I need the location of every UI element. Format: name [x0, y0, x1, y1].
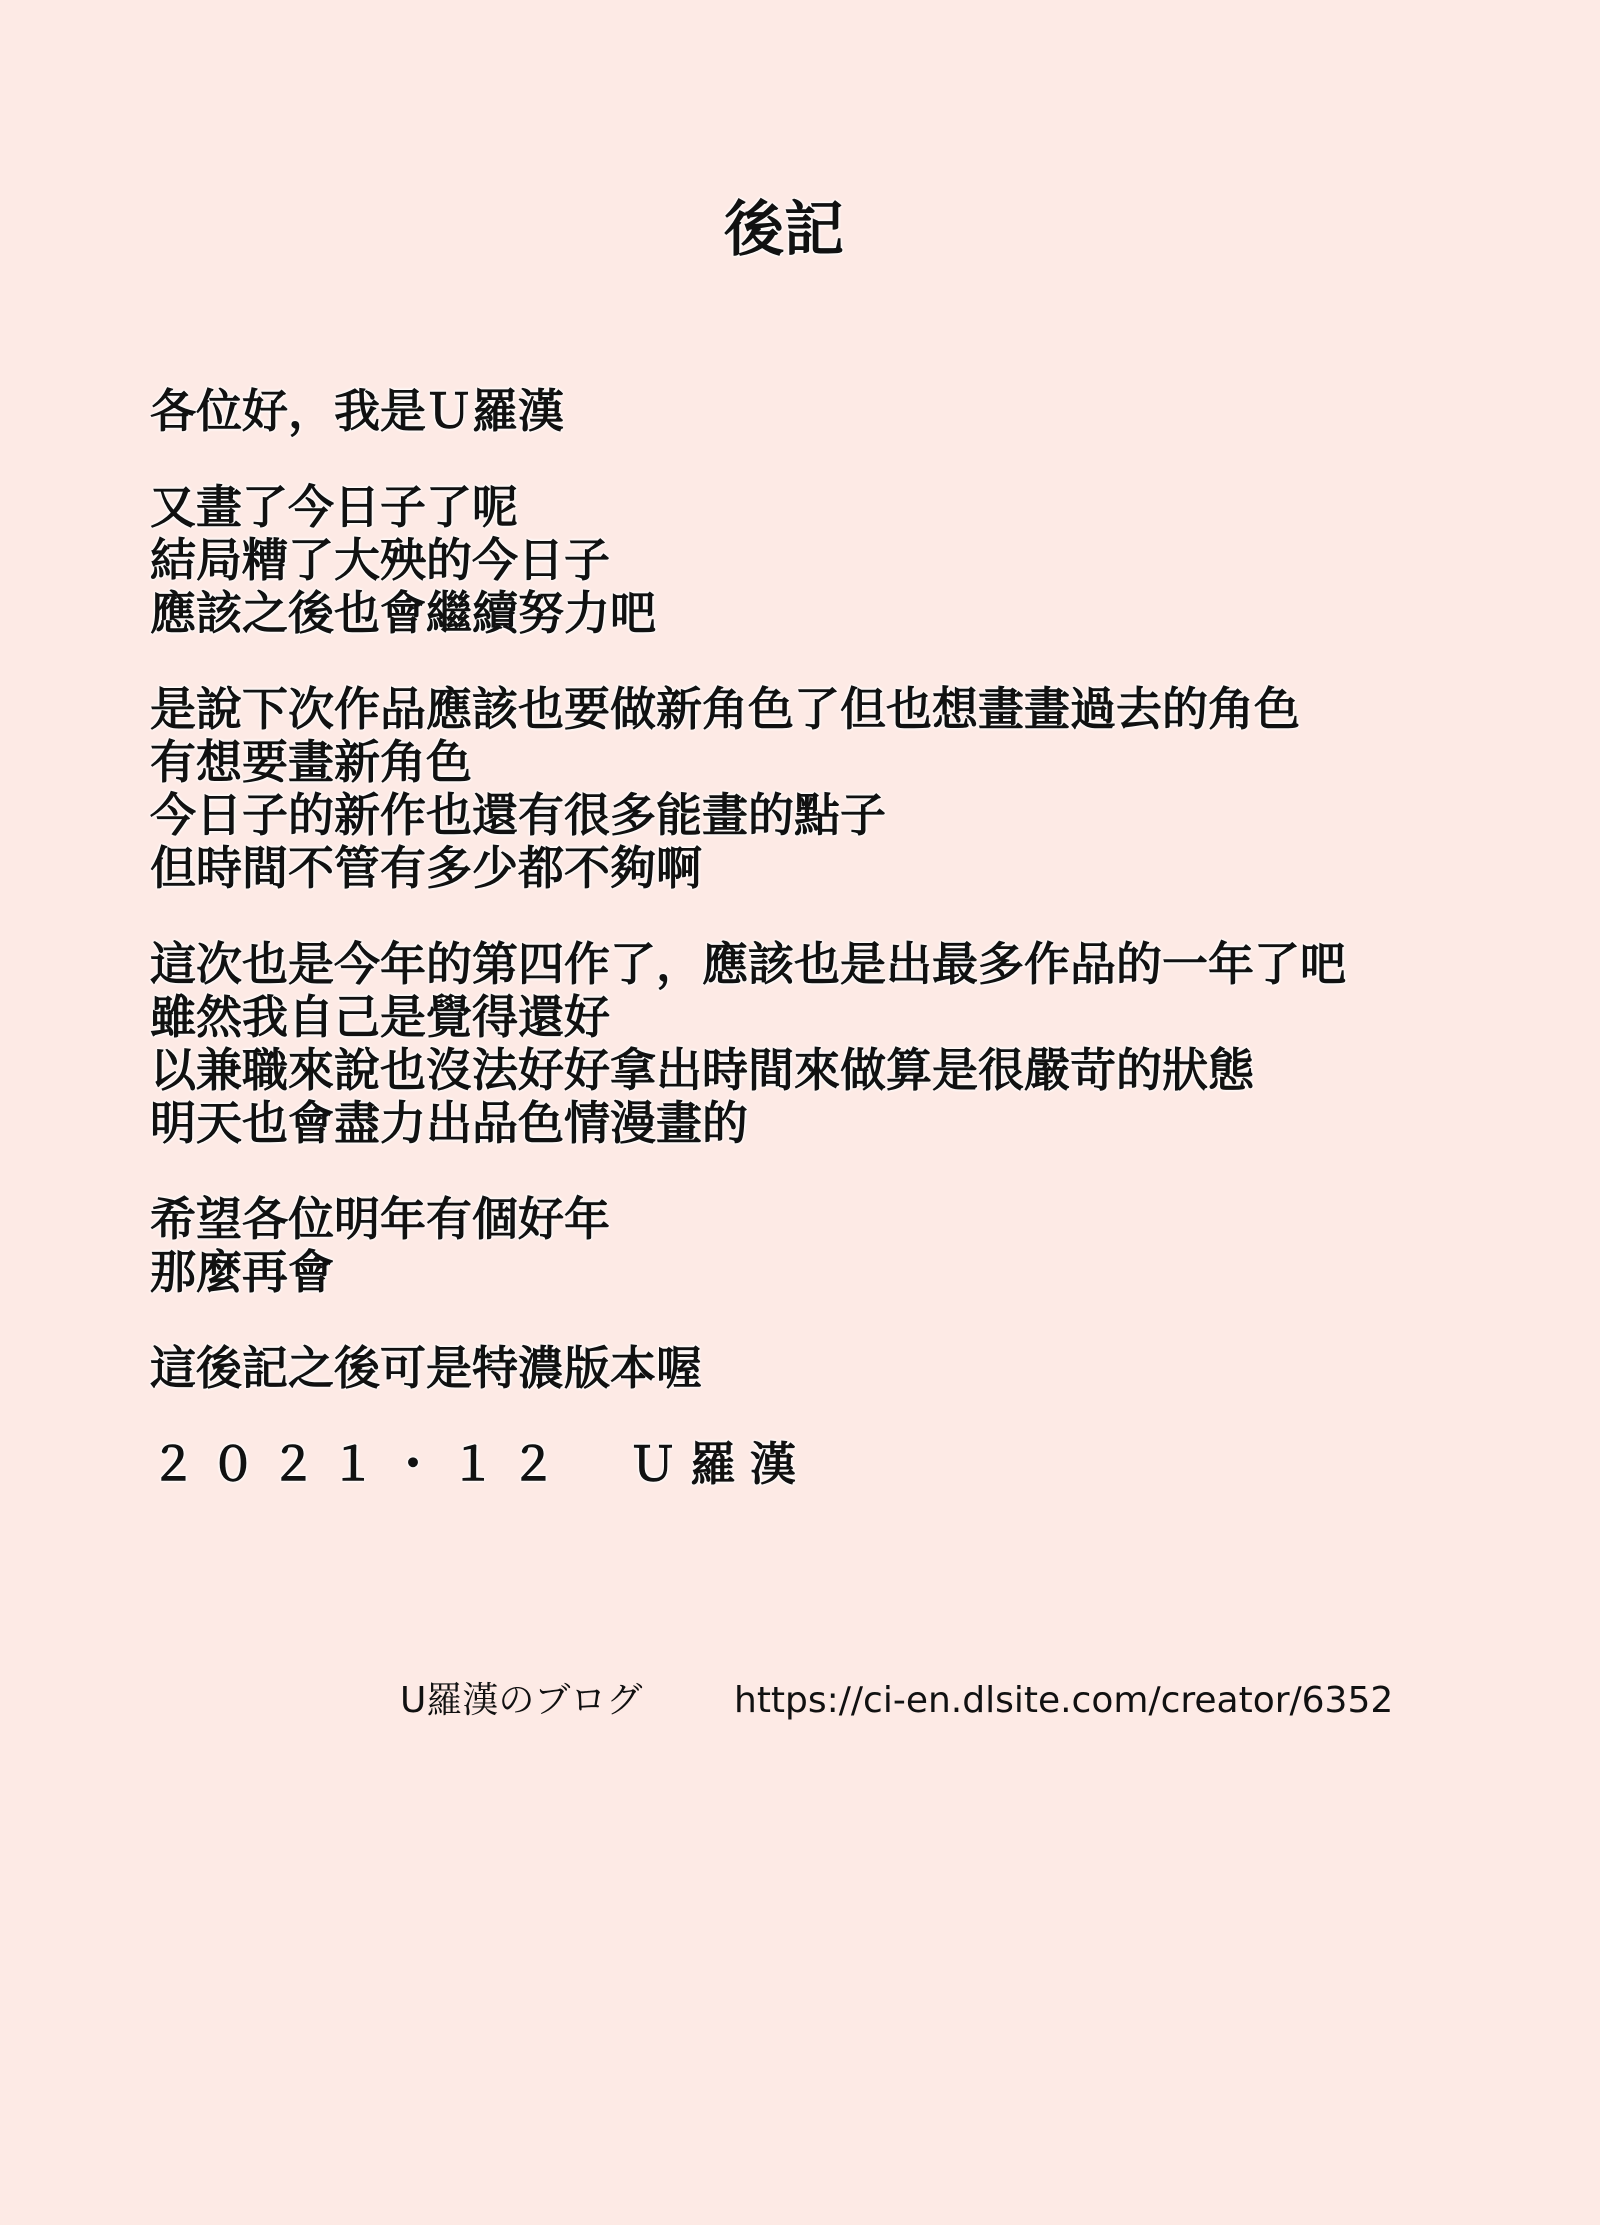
text-line: 雖然我自己是覺得還好 [150, 990, 610, 1044]
text-line: 是說下次作品應該也要做新角色了但也想畫畫過去的角色 [150, 682, 1300, 736]
text-line: 這次也是今年的第四作了，應該也是出最多作品的一年了吧 [150, 937, 1346, 991]
text-line: 以兼職來說也沒法好好拿出時間來做算是很嚴苛的狀態 [150, 1043, 1254, 1097]
blog-url-link[interactable]: https://ci-en.dlsite.com/creator/6352 [734, 1680, 1394, 1721]
paragraph-greeting [150, 385, 1530, 438]
date-signature: ２０２１・１２ Ｕ羅漢 [150, 1437, 810, 1491]
paragraph-this-year [150, 938, 1530, 1150]
signature-block [150, 1438, 1530, 1491]
paragraph-farewell [150, 1193, 1530, 1299]
text-line: 各位好，我是Ｕ羅漢 [150, 384, 564, 438]
text-line: 希望各位明年有個好年 [150, 1192, 610, 1246]
afterword-body [150, 385, 1530, 1534]
text-line: 結局糟了大殃的今日子 [150, 533, 610, 587]
text-line: 明天也會盡力出品色情漫畫的 [150, 1096, 748, 1150]
text-line: 有想要畫新角色 [150, 735, 472, 789]
paragraph-kyouko [150, 481, 1530, 640]
blog-label: U羅漢のブログ [400, 1680, 643, 1721]
text-line: 應該之後也會繼續努力吧 [150, 586, 656, 640]
text-line: 又畫了今日子了呢 [150, 480, 518, 534]
text-line: 那麼再會 [150, 1245, 334, 1299]
text-line: 今日子的新作也還有很多能畫的點子 [150, 788, 886, 842]
paragraph-next-work [150, 683, 1530, 895]
text-line: 但時間不管有多少都不夠啊 [150, 841, 702, 895]
page-title: 後記 [724, 195, 844, 265]
text-line: 這後記之後可是特濃版本喔 [150, 1341, 702, 1395]
paragraph-teaser [150, 1342, 1530, 1395]
footer [0, 1676, 1600, 1726]
